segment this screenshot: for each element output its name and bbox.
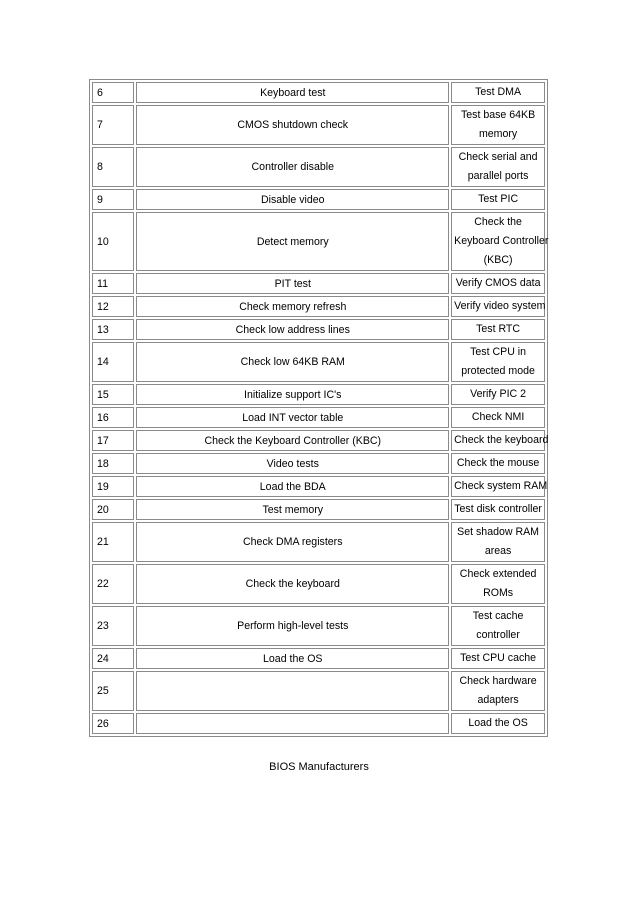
alternate-step-cell	[451, 476, 548, 497]
step-number-cell: 25	[92, 671, 134, 711]
test-step-cell: CMOS shutdown check	[136, 105, 449, 145]
alternate-step-cell	[451, 430, 549, 451]
alternate-step-cell	[451, 606, 545, 646]
alternate-step-line: Verify CMOS data	[455, 277, 541, 289]
step-number-cell: 6	[92, 82, 134, 103]
alternate-step-cell	[451, 105, 545, 145]
table-row	[92, 296, 545, 317]
table-row	[92, 189, 545, 210]
alternate-step-line: Check the keyboard	[454, 434, 549, 446]
table-row	[92, 671, 545, 711]
test-step-cell: Controller disable	[136, 147, 449, 187]
table-row	[92, 105, 545, 145]
alternate-step-line: Check hardware	[459, 675, 537, 687]
test-step-cell	[136, 671, 449, 711]
alternate-step-cell	[451, 273, 545, 294]
alternate-step-line: Verify video system	[454, 300, 546, 312]
test-step-cell: Initialize support IC's	[136, 384, 449, 405]
table-row	[92, 564, 545, 604]
step-number-cell: 23	[92, 606, 134, 646]
alternate-step-line: Test base 64KB	[460, 109, 536, 121]
test-step-cell: Check DMA registers	[136, 522, 449, 562]
alternate-step-line: Check system RAM	[454, 480, 548, 492]
alternate-step-line: Check serial and	[458, 151, 538, 163]
table-row	[92, 606, 545, 646]
test-step-cell: Check low address lines	[136, 319, 449, 340]
test-step-cell: Check the keyboard	[136, 564, 449, 604]
test-step-cell: Check memory refresh	[136, 296, 449, 317]
table-row	[92, 522, 545, 562]
alternate-step-line: Load the OS	[468, 717, 528, 729]
alternate-step-cell	[451, 499, 545, 520]
test-step-cell: Load the BDA	[136, 476, 449, 497]
alternate-step-line: protected mode	[461, 365, 535, 377]
post-sequence-table	[89, 79, 548, 737]
alternate-step-cell	[451, 407, 545, 428]
step-number-cell: 24	[92, 648, 134, 669]
alternate-step-line: Check extended	[459, 568, 537, 580]
alternate-step-line: Test CPU in	[470, 346, 527, 358]
step-number-cell: 10	[92, 212, 134, 271]
alternate-step-line: adapters	[477, 694, 519, 706]
step-number-cell: 22	[92, 564, 134, 604]
alternate-step-line: areas	[484, 545, 512, 557]
table-row	[92, 384, 545, 405]
alternate-step-line: Test DMA	[475, 86, 522, 98]
alternate-step-cell	[451, 522, 545, 562]
alternate-step-line: controller	[476, 629, 520, 641]
test-step-cell: Check low 64KB RAM	[136, 342, 449, 382]
alternate-step-line: Test cache	[472, 610, 524, 622]
test-step-cell: Detect memory	[136, 212, 449, 271]
test-step-cell: Keyboard test	[136, 82, 449, 103]
post-sequence-table-body	[92, 82, 549, 734]
alternate-step-line: memory	[478, 128, 518, 140]
table-row	[92, 430, 545, 451]
table-row	[92, 713, 545, 734]
table-row	[92, 212, 545, 271]
test-step-cell: Disable video	[136, 189, 449, 210]
test-step-cell: Video tests	[136, 453, 449, 474]
alternate-step-line: Check the mouse	[456, 457, 540, 469]
test-step-cell	[136, 713, 449, 734]
alternate-step-line: (KBC)	[483, 254, 513, 266]
alternate-step-line: parallel ports	[467, 170, 529, 182]
step-number-cell: 19	[92, 476, 134, 497]
alternate-step-line: Test CPU cache	[460, 652, 537, 664]
test-step-cell: Load the OS	[136, 648, 449, 669]
table-row	[92, 499, 545, 520]
step-number-cell: 21	[92, 522, 134, 562]
alternate-step-line: Check NMI	[471, 411, 525, 423]
test-step-cell: Test memory	[136, 499, 449, 520]
table-row	[92, 476, 545, 497]
table-row	[92, 453, 545, 474]
step-number-cell: 9	[92, 189, 134, 210]
alternate-step-cell	[451, 384, 545, 405]
step-number-cell: 8	[92, 147, 134, 187]
alternate-step-line: Check the	[474, 216, 522, 228]
step-number-cell: 14	[92, 342, 134, 382]
step-number-cell: 16	[92, 407, 134, 428]
test-step-cell: Check the Keyboard Controller (KBC)	[136, 430, 449, 451]
alternate-step-line: ROMs	[483, 587, 514, 599]
alternate-step-line: Test disk controller	[454, 503, 542, 515]
alternate-step-line: Verify PIC 2	[470, 388, 527, 400]
alternate-step-cell	[451, 189, 545, 210]
step-number-cell: 11	[92, 273, 134, 294]
alternate-step-cell	[451, 147, 545, 187]
table-row	[92, 273, 545, 294]
alternate-step-line: Set shadow RAM	[457, 526, 539, 538]
alternate-step-line: Keyboard Controller	[454, 235, 549, 247]
table-row	[92, 342, 545, 382]
alternate-step-cell	[451, 212, 549, 271]
step-number-cell: 13	[92, 319, 134, 340]
test-step-cell: Load INT vector table	[136, 407, 449, 428]
alternate-step-line: Test PIC	[478, 193, 519, 205]
alternate-step-cell	[451, 82, 545, 103]
table-row	[92, 147, 545, 187]
alternate-step-cell	[451, 671, 545, 711]
table-row	[92, 648, 545, 669]
alternate-step-cell	[451, 564, 545, 604]
step-number-cell: 26	[92, 713, 134, 734]
alternate-step-cell	[451, 319, 545, 340]
step-number-cell: 7	[92, 105, 134, 145]
step-number-cell: 12	[92, 296, 134, 317]
alternate-step-cell	[451, 296, 545, 317]
step-number-cell: 20	[92, 499, 134, 520]
step-number-cell: 17	[92, 430, 134, 451]
alternate-step-line: Test RTC	[476, 323, 521, 335]
step-number-cell: 18	[92, 453, 134, 474]
table-row	[92, 319, 545, 340]
table-row	[92, 82, 545, 103]
alternate-step-cell	[451, 453, 545, 474]
alternate-step-cell	[451, 648, 545, 669]
alternate-step-cell	[451, 713, 545, 734]
alternate-step-cell	[451, 342, 545, 382]
step-number-cell: 15	[92, 384, 134, 405]
test-step-cell: PIT test	[136, 273, 449, 294]
section-heading: BIOS Manufacturers	[269, 761, 369, 773]
test-step-cell: Perform high-level tests	[136, 606, 449, 646]
table-row	[92, 407, 545, 428]
